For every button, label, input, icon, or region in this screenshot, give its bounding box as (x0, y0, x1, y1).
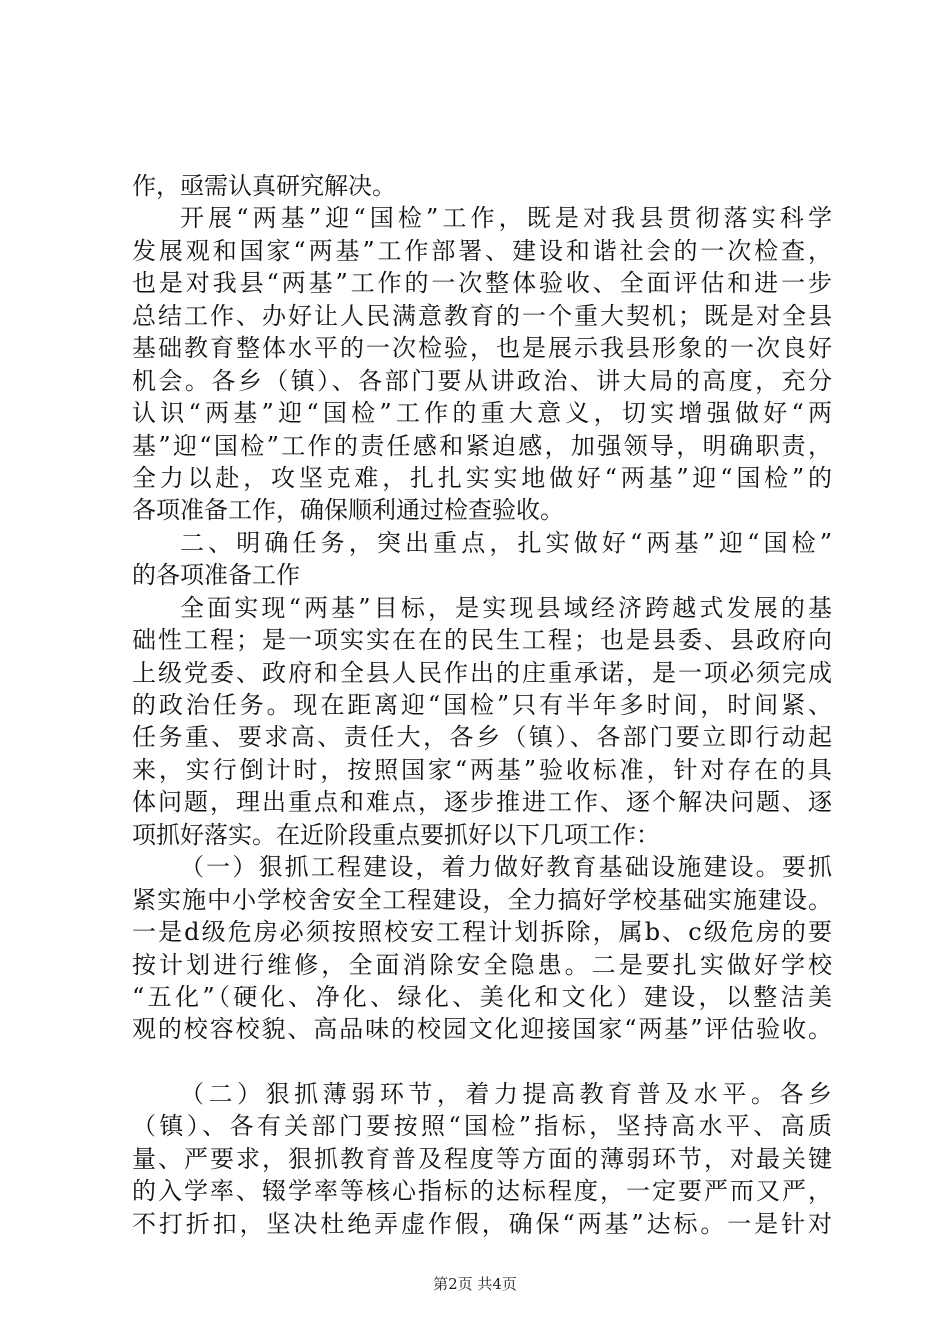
text-line: 体问题，理出重点和难点，逐步推进工作、逐个解决问题、逐 (132, 788, 832, 817)
text-line: 作，亟需认真研究解决。 (132, 172, 396, 200)
text-line: 紧实施中小学校舍安全工程建设，全力搞好学校基础实施建设。 (132, 885, 832, 914)
text-line: 也是对我县“两基”工作的一次整体验收、全面评估和进一步 (132, 269, 832, 298)
text-line: （二）狠抓薄弱环节，着力提高教育普及水平。各乡 (180, 1079, 832, 1108)
text-line: 基础教育整体水平的一次检验，也是展示我县形象的一次良好 (132, 334, 832, 363)
text-line: 机会。各乡（镇）、各部门要从讲政治、讲大局的高度，充分 (132, 366, 832, 395)
text-line: 各项准备工作，确保顺利通过检查验收。 (132, 496, 564, 525)
text-line: 量、严要求，狠抓教育普及程度等方面的薄弱环节，对最关键 (132, 1144, 832, 1173)
section-heading: 的各项准备工作 (132, 561, 300, 590)
text-line: 基”迎“国检”工作的责任感和紧迫感，加强领导，明确职责， (132, 431, 832, 460)
text-line: 开展“两基”迎“国检”工作，既是对我县贯彻落实科学 (180, 204, 832, 233)
text-line: 总结工作、办好让人民满意教育的一个重大契机；既是对全县 (132, 301, 832, 330)
text-line: 的政治任务。现在距离迎“国检”只有半年多时间，时间紧、 (132, 691, 832, 719)
text-line: 一是d级危房必须按照校安工程计划拆除，属b、c级危房的要 (132, 918, 832, 947)
text-line: 项抓好落实。在近阶段重点要抓好以下几项工作： (132, 820, 660, 849)
page-number-footer: 第2页 共4页 (433, 1275, 517, 1293)
document-body (132, 170, 832, 1240)
text-line: 的入学率、辍学率等核心指标的达标程度，一定要严而又严， (132, 1177, 832, 1206)
text-line: 来，实行倒计时，按照国家“两基”验收标准，针对存在的具 (132, 755, 832, 784)
text-line: 按计划进行维修，全面消除安全隐患。二是要扎实做好学校 (132, 950, 832, 979)
text-line: 全力以赴，攻坚克难，扎扎实实地做好“两基”迎“国检”的 (132, 463, 832, 492)
paragraph-gap (132, 1046, 832, 1078)
text-line: （一）狠抓工程建设，着力做好教育基础设施建设。要抓 (180, 853, 832, 882)
text-line: 不打折扣，坚决杜绝弄虚作假，确保“两基”达标。一是针对 (132, 1209, 832, 1238)
section-heading: 二、明确任务，突出重点，扎实做好“两基”迎“国检” (180, 528, 832, 557)
text-line: 任务重、要求高、责任大，各乡（镇）、各部门要立即行动起 (132, 723, 832, 752)
text-line: 全面实现“两基”目标，是实现县域经济跨越式发展的基 (180, 593, 832, 622)
text-line: “五化”（硬化、净化、绿化、美化和文化）建设，以整洁美 (132, 982, 832, 1011)
text-line: 观的校容校貌、高品味的校园文化迎接国家“两基”评估验收。 (132, 1015, 832, 1044)
text-line: 认识“两基”迎“国检”工作的重大意义，切实增强做好“两 (132, 399, 832, 428)
text-line: 础性工程；是一项实实在在的民生工程；也是县委、县政府向 (132, 626, 832, 655)
text-line: 发展观和国家“两基”工作部署、建设和谐社会的一次检查， (132, 236, 832, 265)
text-line: （镇）、各有关部门要按照“国检”指标，坚持高水平、高质 (132, 1112, 832, 1141)
text-line: 上级党委、政府和全县人民作出的庄重承诺，是一项必须完成 (132, 658, 832, 687)
